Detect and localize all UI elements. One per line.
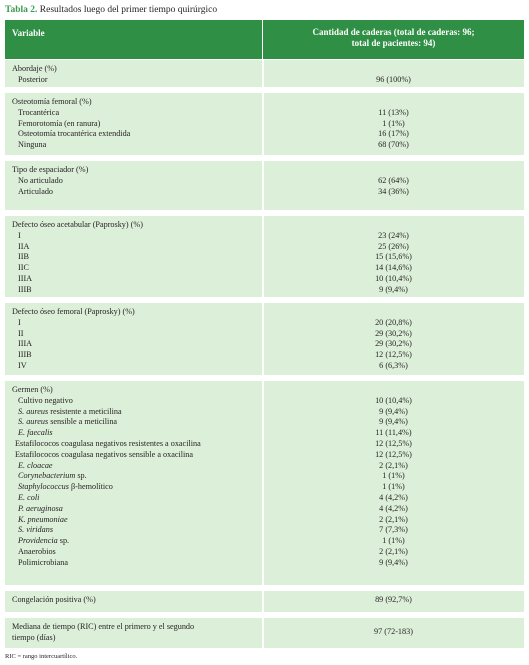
- row-value: 9 (9,4%): [379, 417, 408, 427]
- table-row: [5, 350, 524, 361]
- section-value: 89 (92,7%): [375, 595, 412, 604]
- row-label-text: II: [18, 328, 24, 338]
- section-heading: Germen (%): [12, 385, 53, 394]
- row-label: [18, 461, 53, 472]
- header-variable: Variable: [12, 28, 45, 38]
- footnote: RIC = rango intercuartílico.: [5, 653, 78, 660]
- row-value: 2 (2,1%): [379, 460, 408, 470]
- table-section: [5, 59, 524, 87]
- row-label-text: IIIB: [18, 350, 32, 360]
- row-value: 9 (9,4%): [379, 406, 408, 416]
- table-title: [5, 4, 217, 16]
- row-label: [18, 176, 63, 187]
- table-row: [5, 187, 524, 198]
- row-label-text: IV: [18, 360, 27, 370]
- row-value: 12 (12,5%): [375, 449, 412, 459]
- row-label-text: Posterior: [18, 74, 48, 84]
- row-label-text: I: [18, 317, 21, 327]
- table-row: [5, 361, 524, 372]
- row-label: [18, 318, 21, 329]
- row-label-text: Anaerobios: [18, 546, 56, 556]
- row-label-text: IIIA: [18, 339, 33, 349]
- table-row: [5, 471, 524, 482]
- row-label-italic: S. aureus: [18, 406, 49, 416]
- row-label-text: IIB: [18, 252, 29, 262]
- row-label: [18, 493, 39, 504]
- row-label: [18, 274, 32, 285]
- section-heading-row: [5, 220, 524, 231]
- table-row: [5, 75, 524, 86]
- section-heading: Mediana de tiempo (RIC) entre el primero y el segundo: [12, 622, 195, 631]
- row-label-text: No articulado: [18, 175, 63, 185]
- row-label-text: Trocantérica: [18, 107, 60, 117]
- table-row: [5, 515, 524, 526]
- row-value: 9 (9,4%): [379, 557, 408, 567]
- row-value: 68 (70%): [378, 140, 409, 150]
- section-heading-row: [5, 165, 524, 176]
- row-label-italic: P. aeruginosa: [18, 503, 63, 513]
- table-row: [5, 329, 524, 340]
- table-section: [5, 590, 524, 612]
- row-label-text: Articulado: [18, 186, 54, 196]
- table-row: [5, 525, 524, 536]
- table-row: [5, 339, 524, 350]
- table-row: [5, 558, 524, 569]
- row-value: 23 (24%): [378, 230, 409, 240]
- row-label: [18, 482, 113, 493]
- row-label: [18, 75, 48, 86]
- row-value: 2 (2,1%): [379, 546, 408, 556]
- table-row: [5, 417, 524, 428]
- section-heading-row: [5, 595, 524, 606]
- row-value: 14 (14,6%): [375, 263, 412, 273]
- row-label: [18, 108, 59, 119]
- row-value: 29 (30,2%): [375, 328, 412, 338]
- table-section: [5, 302, 524, 375]
- section-value: 97 (72-183): [374, 627, 413, 636]
- row-label-italic: K. pneumoniae: [18, 514, 68, 524]
- row-label: [18, 558, 68, 569]
- table-row: [5, 119, 524, 130]
- row-label-text: I: [18, 230, 21, 240]
- row-value: 1 (1%): [382, 471, 405, 481]
- table-row: [5, 140, 524, 151]
- row-label-text: Cultivo negativo: [18, 395, 73, 405]
- row-value: 1 (1%): [382, 536, 405, 546]
- row-label: [18, 285, 32, 296]
- table-row: [5, 428, 524, 439]
- row-label: [15, 439, 201, 450]
- row-label: [18, 119, 100, 130]
- row-label-text: sp.: [75, 471, 87, 481]
- table-row: [5, 547, 524, 558]
- row-label-italic: E. coli: [18, 492, 40, 502]
- table-row: [5, 285, 524, 296]
- row-label-text: Ninguna: [18, 140, 47, 150]
- section-heading: Defecto óseo acetabular (Paprosky) (%): [12, 220, 143, 229]
- section-heading: Abordaje (%): [12, 64, 57, 73]
- row-label-text: β-hemolítico: [68, 482, 113, 492]
- section-heading: Congelación positiva (%): [12, 595, 96, 604]
- row-label: [18, 361, 27, 372]
- row-value: 4 (4,2%): [379, 492, 408, 502]
- row-label-text: Femorotomía (en ranura): [18, 118, 101, 128]
- table-row: [5, 318, 524, 329]
- row-value: 20 (20,8%): [375, 317, 412, 327]
- row-value: 25 (26%): [378, 241, 409, 251]
- table-section: [5, 92, 524, 155]
- section-heading-row: [5, 633, 524, 644]
- row-label: [18, 407, 122, 418]
- row-value: 4 (4,2%): [379, 503, 408, 513]
- section-heading: Defecto óseo femoral (Paprosky) (%): [12, 307, 135, 316]
- row-label-text: sensible a meticilina: [48, 417, 118, 427]
- section-heading-row: [5, 385, 524, 396]
- row-value: 6 (6,3%): [379, 360, 408, 370]
- row-value: 34 (36%): [378, 186, 409, 196]
- table-row: [5, 439, 524, 450]
- row-value: 10 (10,4%): [375, 395, 412, 405]
- table-section: [5, 380, 524, 585]
- row-value: 7 (7,3%): [379, 525, 408, 535]
- header-cantidad-line2: total de pacientes: 94): [351, 38, 436, 48]
- table-row: [5, 536, 524, 547]
- table-row: [5, 252, 524, 263]
- row-value: 11 (11,4%): [375, 428, 412, 438]
- row-value: 1 (1%): [382, 118, 405, 128]
- row-value: 11 (13%): [378, 107, 409, 117]
- table-row: [5, 242, 524, 253]
- row-label: [18, 417, 117, 428]
- table-number: Tabla 2.: [5, 5, 38, 15]
- section-heading-row: [5, 307, 524, 318]
- table-section: [5, 215, 524, 297]
- row-label: [18, 428, 53, 439]
- row-value: 12 (12,5%): [375, 350, 412, 360]
- row-label: [18, 525, 53, 536]
- row-label-text: Polimicrobiana: [18, 557, 69, 567]
- row-value: 16 (17%): [378, 129, 409, 139]
- row-value: 15 (15,6%): [375, 252, 412, 262]
- header-cantidad: [263, 27, 524, 49]
- table-row: [5, 450, 524, 461]
- table-row: [5, 231, 524, 242]
- table-row: [5, 176, 524, 187]
- table-caption: Resultados luego del primer tiempo quirúrgico: [37, 5, 218, 15]
- section-heading-row: [5, 622, 524, 636]
- row-label: [18, 140, 46, 151]
- table-row: [5, 504, 524, 515]
- row-label-text: Osteotomía trocantérica extendida: [18, 129, 131, 139]
- section-heading-row: [5, 64, 524, 75]
- table-row: [5, 108, 524, 119]
- table-row: [5, 274, 524, 285]
- row-label-text: IIIA: [18, 273, 33, 283]
- row-label: [18, 339, 32, 350]
- row-label-text: IIA: [18, 241, 30, 251]
- row-label-italic: S. viridans: [18, 525, 54, 535]
- table-row: [5, 396, 524, 407]
- row-value: 62 (64%): [378, 175, 409, 185]
- row-label-italic: E. faecalis: [18, 428, 53, 438]
- table-section: [5, 617, 524, 648]
- row-label: [18, 396, 73, 407]
- row-label: [15, 450, 193, 461]
- row-label-text: resistente a meticilina: [48, 406, 122, 416]
- row-label: [18, 231, 21, 242]
- header-cantidad-line1: Cantidad de caderas (total de caderas: 96;: [312, 27, 475, 37]
- table-header: [5, 20, 524, 59]
- row-label-italic: Corynebacterium: [18, 471, 76, 481]
- row-label: [18, 547, 56, 558]
- row-label: [18, 515, 68, 526]
- row-label: [18, 329, 23, 340]
- section-heading-row: [5, 97, 524, 108]
- table-section: [5, 160, 524, 210]
- row-label-italic: Staphylococcus: [18, 482, 69, 492]
- row-label-text: Estafilococos coagulasa negativos resistentes a oxacilina: [15, 438, 201, 448]
- table-row: [5, 263, 524, 274]
- row-label: [18, 263, 29, 274]
- table-row: [5, 129, 524, 140]
- row-value: 1 (1%): [382, 482, 405, 492]
- row-label: [18, 471, 87, 482]
- row-value: 2 (2,1%): [379, 514, 408, 524]
- section-heading: Tipo de espaciador (%): [12, 165, 89, 174]
- row-label-text: IIIB: [18, 284, 32, 294]
- table-row: [5, 493, 524, 504]
- row-label: [18, 504, 63, 515]
- section-heading: Osteotomía femoral (%): [12, 97, 92, 106]
- table-row: [5, 482, 524, 493]
- row-label: [18, 252, 29, 263]
- row-value: 29 (30,2%): [375, 339, 412, 349]
- row-label-text: IIC: [18, 263, 29, 273]
- section-heading-cont: tiempo (días): [12, 632, 56, 642]
- table-row: [5, 461, 524, 472]
- row-label-italic: E. cloacae: [18, 460, 53, 470]
- row-label-text: sp.: [57, 536, 70, 546]
- row-value: 9 (9,4%): [379, 284, 408, 294]
- table-row: [5, 407, 524, 418]
- row-label-italic: S. aureus: [18, 417, 49, 427]
- row-value: 12 (12,5%): [375, 438, 412, 448]
- row-value: 10 (10,4%): [375, 273, 412, 283]
- row-label: [18, 350, 32, 361]
- row-label: [18, 242, 29, 253]
- row-label: [18, 129, 130, 140]
- row-value: 96 (100%): [376, 74, 411, 84]
- row-label: [18, 536, 69, 547]
- row-label-italic: Providencia: [18, 536, 58, 546]
- row-label-text: Estafilococos coagulasa negativos sensible a oxacilina: [15, 449, 194, 459]
- row-label: [18, 187, 53, 198]
